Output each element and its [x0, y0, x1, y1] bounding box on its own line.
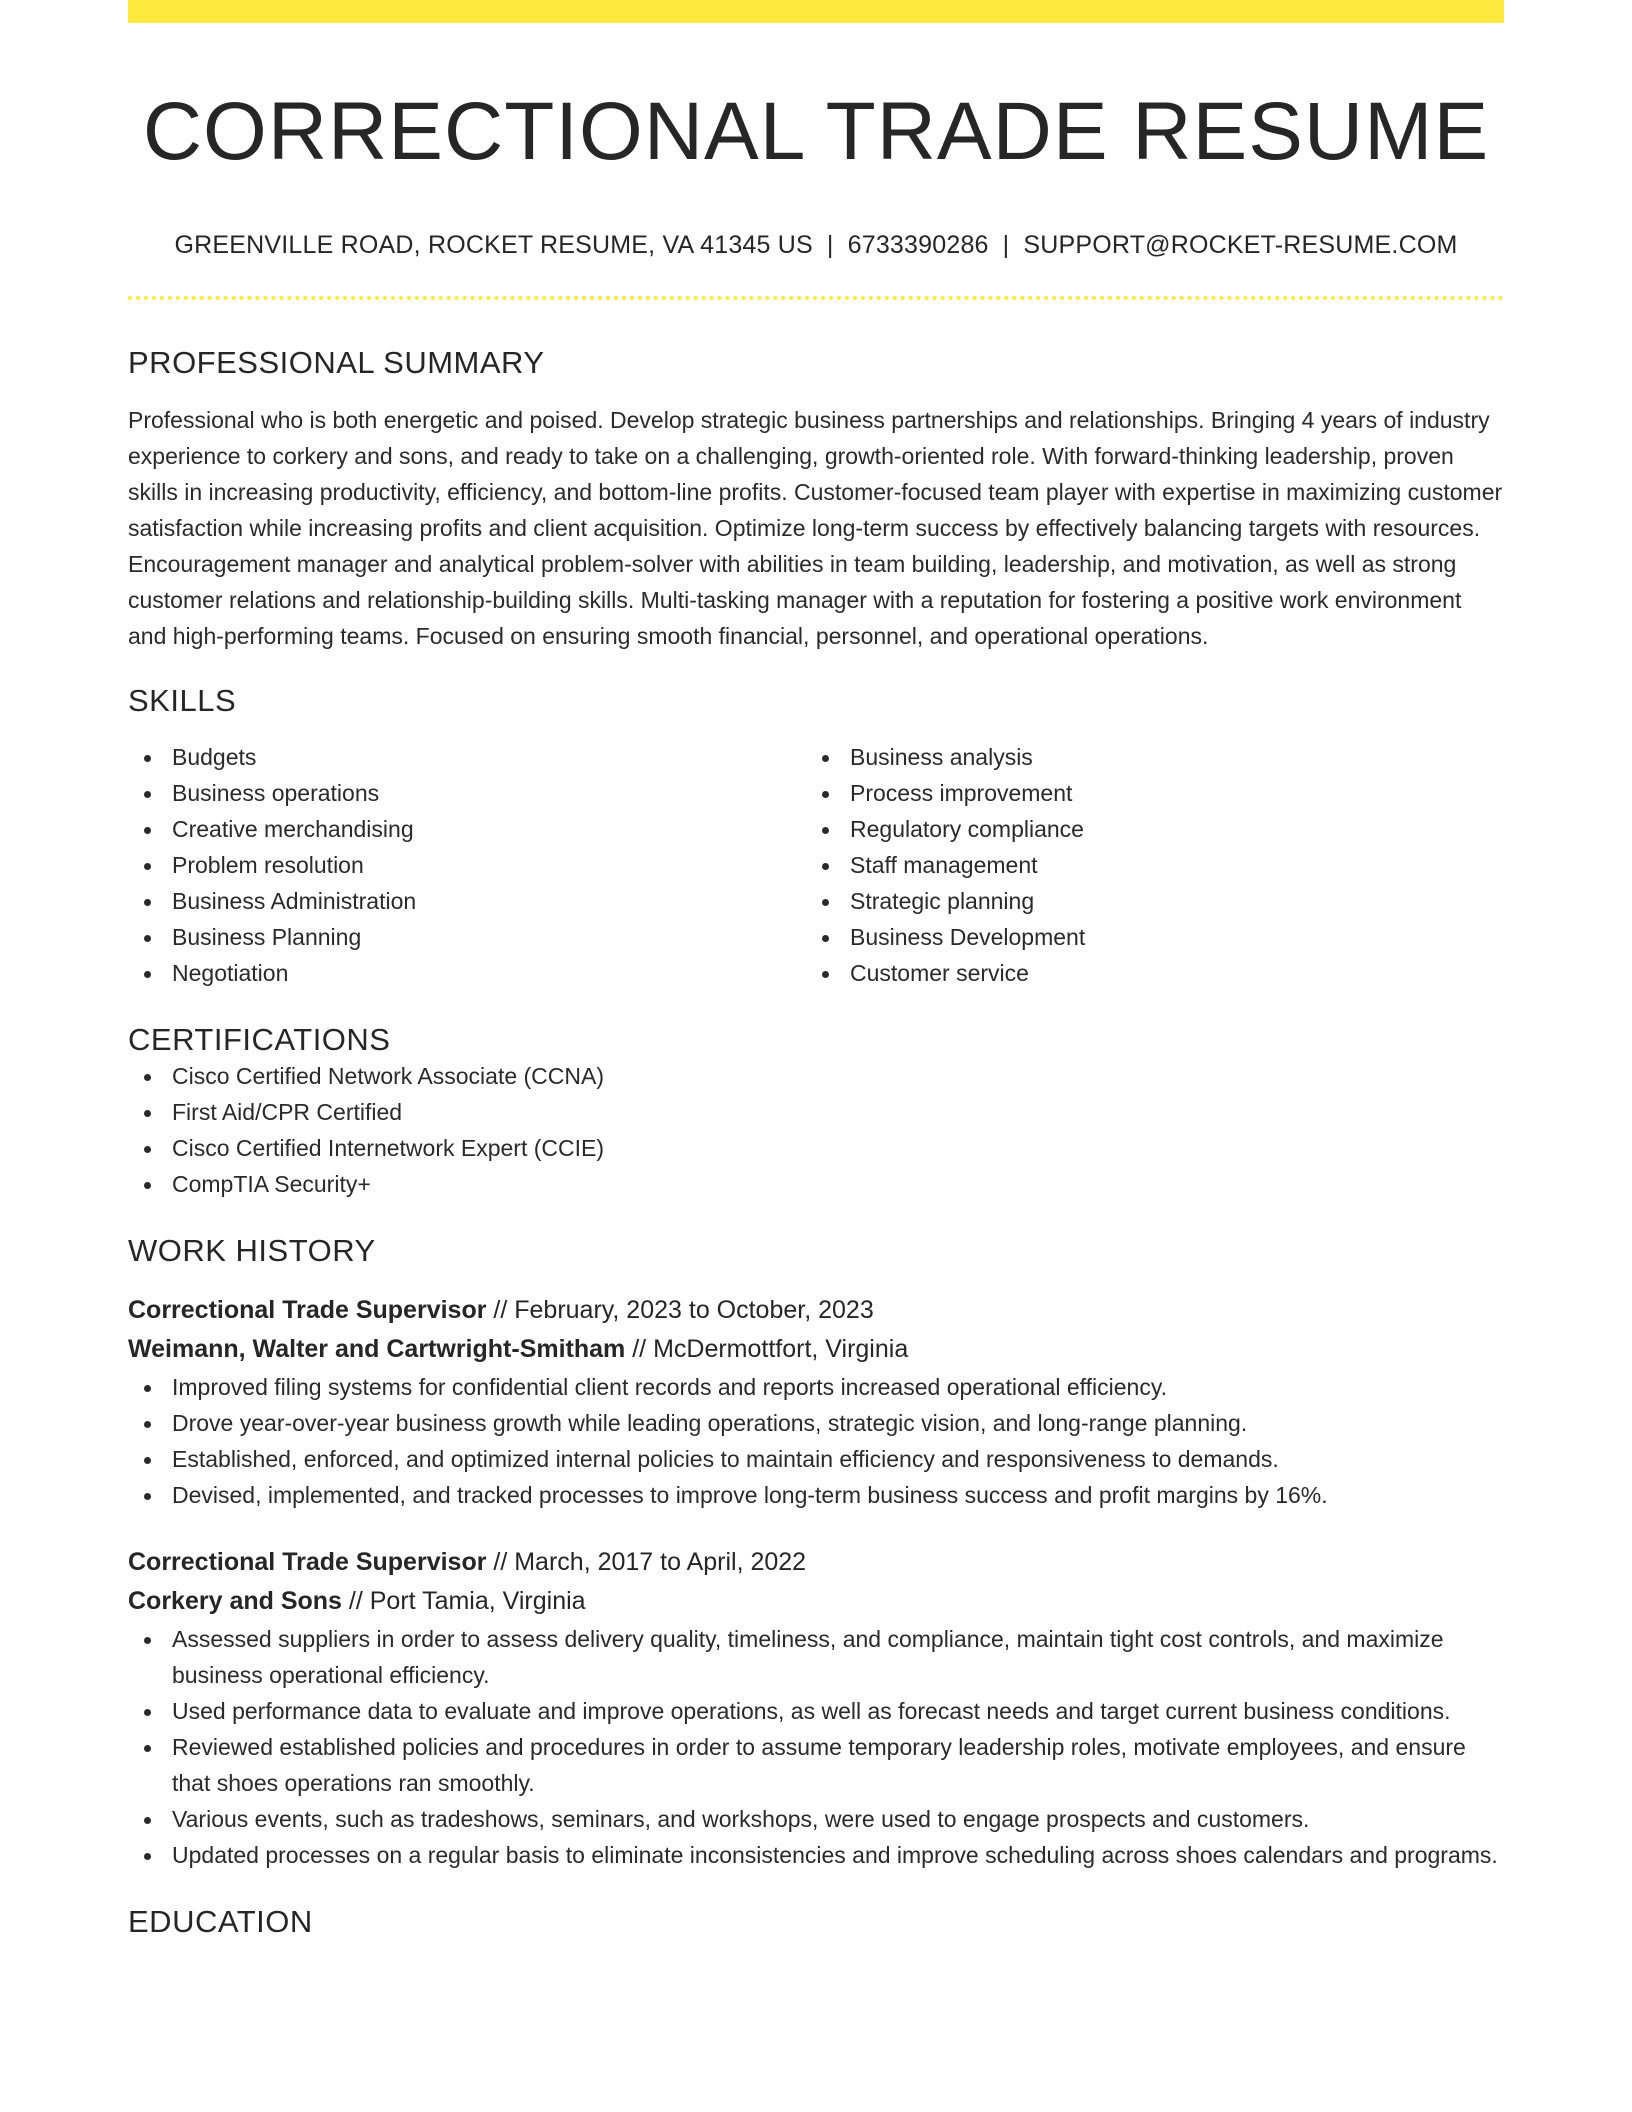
skills-list-right [806, 739, 1484, 991]
contact-phone: 6733390286 [847, 231, 989, 260]
job-role: Correctional Trade Supervisor [128, 1548, 487, 1577]
job-title-line [128, 1291, 1504, 1330]
job-bullet: Devised, implemented, and tracked processes to improve long-term business success and profit margins by 16%. [128, 1477, 1504, 1513]
skills-columns [128, 739, 1504, 991]
contact-email: SUPPORT@ROCKET-RESUME.COM [1023, 231, 1458, 260]
job-title-line [128, 1543, 1504, 1582]
resume-title: CORRECTIONAL TRADE RESUME [142, 86, 1490, 177]
job-bullet: Established, enforced, and optimized internal policies to maintain efficiency and responsiveness to demands. [128, 1441, 1504, 1477]
contact-separator: | [826, 231, 834, 260]
job-entry [128, 1291, 1504, 1513]
job-bullet: Updated processes on a regular basis to eliminate inconsistencies and improve scheduling across shoes calendars and programs. [128, 1837, 1504, 1873]
job-entry [128, 1543, 1504, 1873]
job-bullet: Used performance data to evaluate and improve operations, as well as forecast needs and target current business conditions. [128, 1693, 1504, 1729]
job-company-line [128, 1582, 1504, 1621]
skill-item: Customer service [806, 955, 1484, 991]
job-bullets [128, 1369, 1504, 1513]
work-history-heading: WORK HISTORY [128, 1232, 376, 1268]
skill-item: Staff management [806, 847, 1484, 883]
skills-heading: SKILLS [128, 682, 237, 718]
skill-item: Process improvement [806, 775, 1484, 811]
job-location: // Port Tamia, Virginia [341, 1587, 586, 1616]
skill-item: Business Administration [128, 883, 806, 919]
skill-item: Regulatory compliance [806, 811, 1484, 847]
skill-item: Business Development [806, 919, 1484, 955]
skill-item: Business operations [128, 775, 806, 811]
job-company: Weimann, Walter and Cartwright-Smitham [128, 1335, 626, 1364]
job-bullet: Improved filing systems for confidential client records and reports increased operational efficiency. [128, 1369, 1504, 1405]
summary-heading: PROFESSIONAL SUMMARY [128, 345, 545, 381]
certification-item: First Aid/CPR Certified [128, 1094, 1504, 1130]
job-dates: // March, 2017 to April, 2022 [486, 1548, 807, 1577]
skill-item: Negotiation [128, 955, 806, 991]
job-bullet: Assessed suppliers in order to assess delivery quality, timeliness, and compliance, maintain tight cost controls, and maximize business operational efficiency. [128, 1621, 1504, 1693]
skill-item: Business analysis [806, 739, 1484, 775]
job-company: Corkery and Sons [128, 1587, 342, 1616]
skill-item: Business Planning [128, 919, 806, 955]
job-location: // McDermottfort, Virginia [625, 1335, 909, 1364]
certification-item: CompTIA Security+ [128, 1166, 1504, 1202]
certification-item: Cisco Certified Internetwork Expert (CCIE) [128, 1130, 1504, 1166]
job-bullets [128, 1621, 1504, 1873]
dotted-divider [128, 296, 1504, 300]
job-company-line [128, 1330, 1504, 1369]
contact-separator: | [1002, 231, 1010, 260]
job-bullet: Reviewed established policies and procedures in order to assume temporary leadership roles, motivate employees, and ensure that shoes operations ran smoothly. [128, 1729, 1504, 1801]
summary-text: Professional who is both energetic and poised. Develop strategic business partnerships and relationships. Bringing 4 years of industry experience to corkery and sons, and ready to take on a challenging, growth-oriented role. With forward-thinking leadership, proven skills in increasing productivity, efficiency, and bottom-line profits. Customer-focused team player with expertise in maximizing customer satisfaction while increasing profits and client acquisition. Optimize long-term success by effectively balancing targets with resources. Encouragement manager and analytical problem-solver with abilities in team building, leadership, and motivation, as well as strong customer relations and relationship-building skills. Multi-tasking manager with a reputation for fostering a positive work environment and high-performing teams. Focused on ensuring smooth financial, personnel, and operational operations. [128, 406, 1503, 649]
skill-item: Strategic planning [806, 883, 1484, 919]
certifications-list [128, 1058, 1504, 1202]
resume-page [128, 0, 1504, 1940]
accent-bar [128, 0, 1504, 23]
skill-item: Creative merchandising [128, 811, 806, 847]
job-bullet: Drove year-over-year business growth while leading operations, strategic vision, and long-range planning. [128, 1405, 1504, 1441]
education-heading: EDUCATION [128, 1904, 313, 1940]
contact-address: GREENVILLE ROAD, ROCKET RESUME, VA 41345 US [174, 231, 813, 260]
job-dates: // February, 2023 to October, 2023 [486, 1296, 874, 1325]
contact-line [128, 231, 1504, 260]
skills-list-left [128, 739, 806, 991]
skill-item: Problem resolution [128, 847, 806, 883]
certifications-heading: CERTIFICATIONS [128, 1021, 391, 1057]
skill-item: Budgets [128, 739, 806, 775]
job-bullet: Various events, such as tradeshows, seminars, and workshops, were used to engage prospects and customers. [128, 1801, 1504, 1837]
certification-item: Cisco Certified Network Associate (CCNA) [128, 1058, 1504, 1094]
job-role: Correctional Trade Supervisor [128, 1296, 487, 1325]
